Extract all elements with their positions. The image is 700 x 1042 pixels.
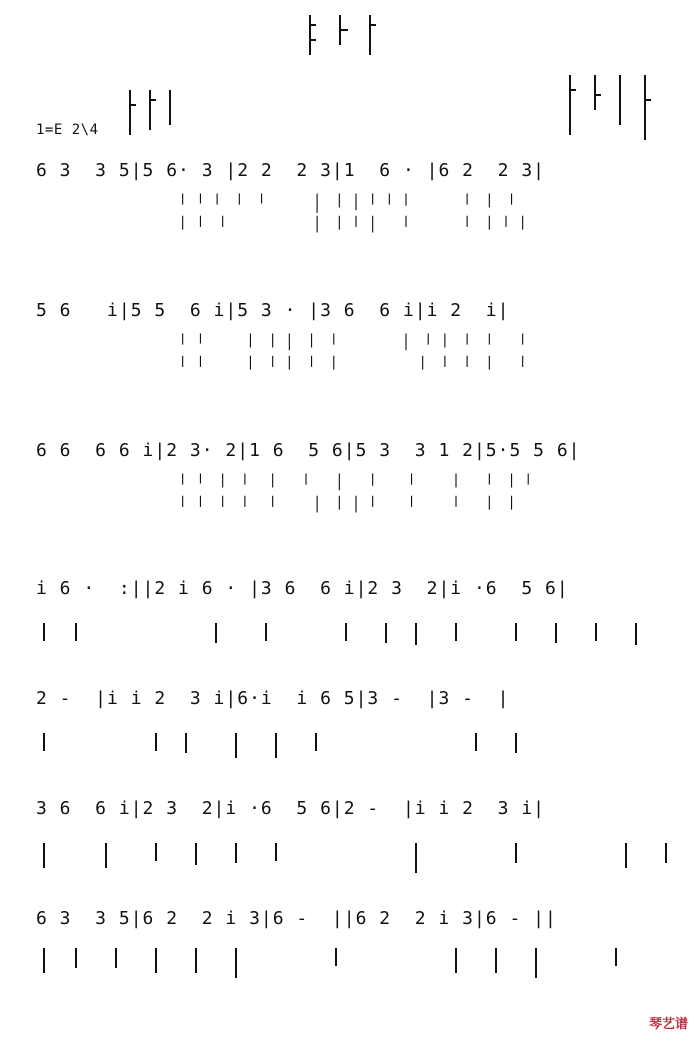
score-row-2: 5 6 i|5 5 6 i|5 3 · |3 6 6 i|i 2 i| [36,300,510,321]
watermark-logo: 琴艺谱 [648,1016,688,1031]
lyrics-row-7 [36,938,676,988]
lyrics-row-6 [36,828,676,878]
lyrics-row-5 [36,718,676,768]
score-row-1: 6 3 3 5|5 6· 3 |2 2 2 3|1 6 · |6 2 2 3| [36,160,545,181]
score-row-7: 6 3 3 5|6 2 2 i 3|6 - ||6 2 2 i 3|6 - || [36,908,557,929]
score-row-4: i 6 · :||2 i 6 · |3 6 6 i|2 3 2|i ·6 5 6| [36,578,569,599]
score-row-5: 2 - |i i 2 3 i|6·i i 6 5|3 - |3 - | [36,688,510,709]
key-signature: 1=E 2\4 [36,122,99,138]
lyrics-row-1 [36,188,676,238]
lyrics-row-4 [36,608,676,658]
mongolian-title [300,10,400,70]
mongolian-credit-right [560,70,670,150]
mongolian-credit-left [120,85,190,145]
score-row-6: 3 6 6 i|2 3 2|i ·6 5 6|2 - |i i 2 3 i| [36,798,545,819]
score-row-3: 6 6 6 6 i|2 3· 2|1 6 5 6|5 3 3 1 2|5·5 5 6| [36,440,581,461]
lyrics-row-2 [36,328,676,378]
lyrics-row-3 [36,468,676,518]
